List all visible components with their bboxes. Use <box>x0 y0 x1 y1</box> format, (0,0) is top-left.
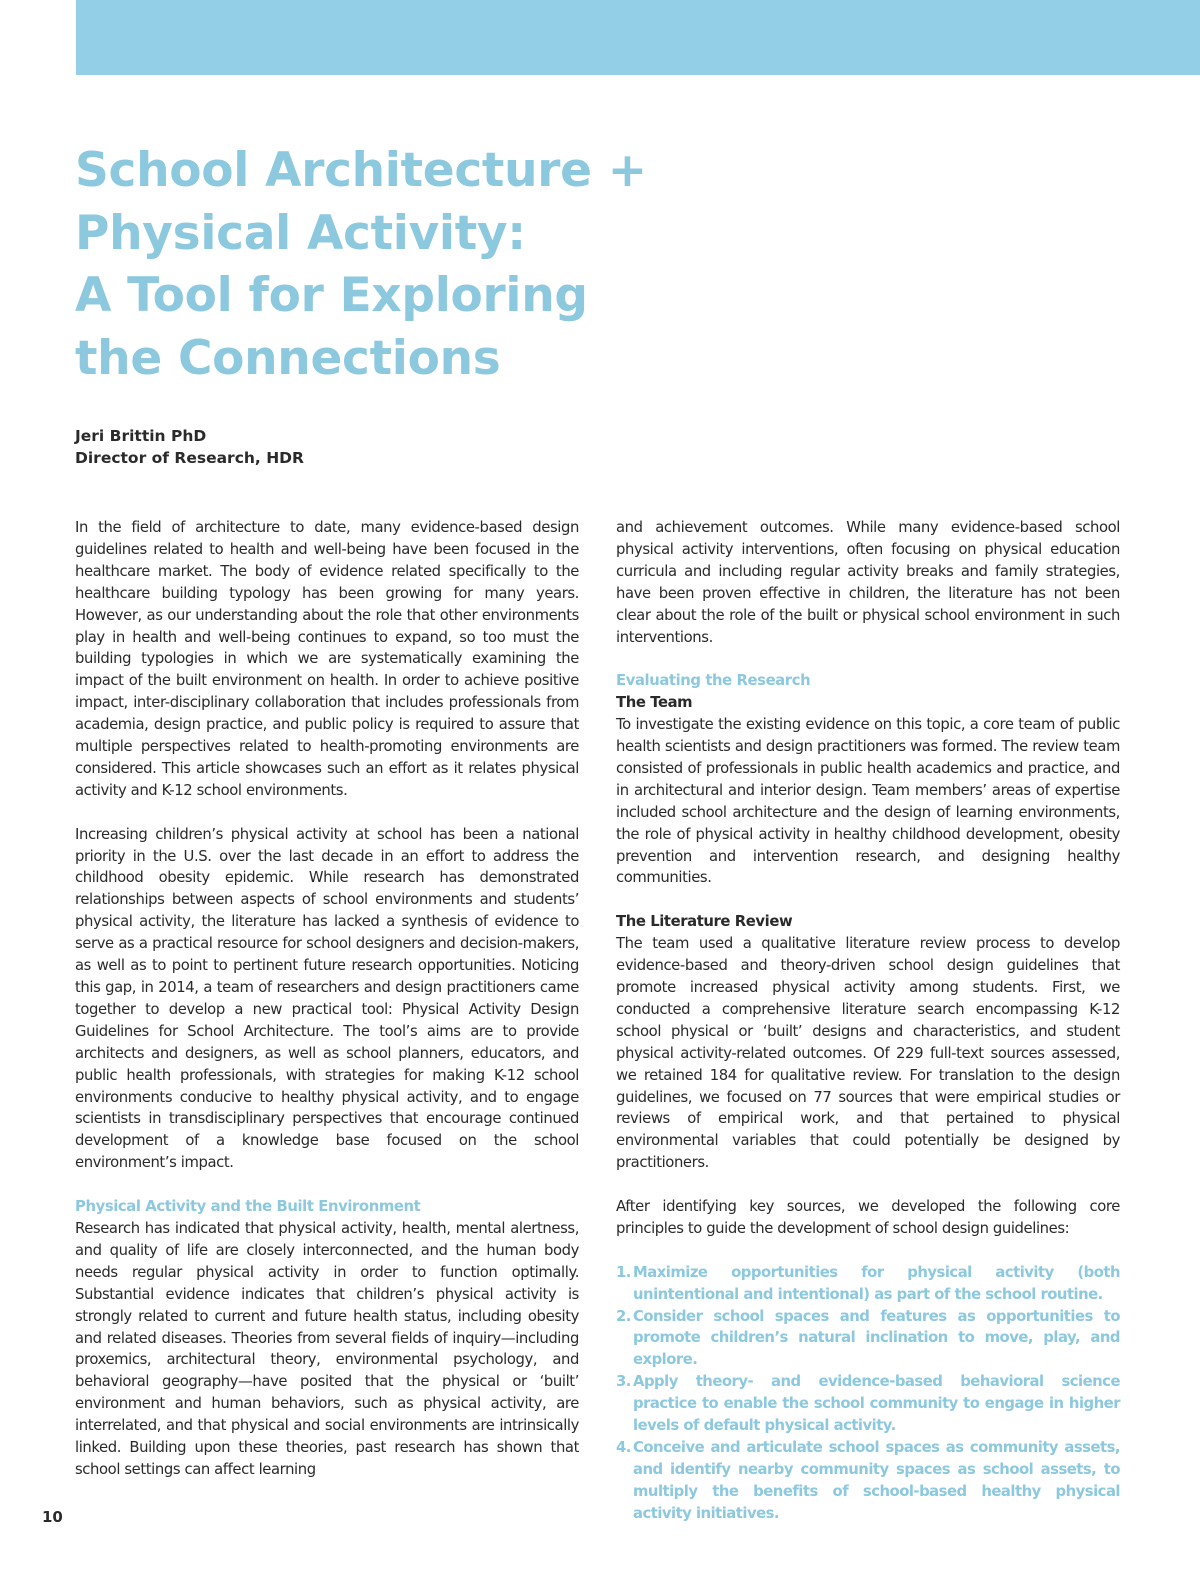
header-color-band <box>76 0 1200 75</box>
title-line: the Connections <box>75 330 501 386</box>
right-column <box>616 517 1120 1525</box>
list-text: Maximize opportunities for physical activity (both unintentional and intentional) as part of the school routine. <box>633 1263 1120 1303</box>
list-text: Conceive and articulate school spaces as community assets, and identify nearby community spaces as school assets, to multiply the benefits of school-based healthy physical activity initiatives. <box>633 1439 1120 1522</box>
page-number: 10 <box>42 1508 63 1526</box>
list-number: 2. <box>616 1307 631 1325</box>
title-line: School Architecture + <box>75 143 647 198</box>
subsection-heading: The Team <box>616 694 693 712</box>
body-paragraph: The team used a qualitative literature review process to develop evidence-based and theory-driven school design guidelines that promote increased physical activity among students. First, we conducted a comprehensive literature search encompassing K-12 school physical or ‘built’ designs and characteristics, and student physical activity-related outcomes. Of 229 full-text sources assessed, we retained 184 for qualitative review. For translation to the design guidelines, we focused on 77 sources that were empirical studies or reviews of empirical work, and that pertained to physical environmental variables that could potentially be designed by practitioners. <box>616 935 1120 1172</box>
section-heading: Evaluating the Research <box>616 672 811 690</box>
list-number: 4. <box>616 1439 631 1456</box>
list-item <box>616 1371 1120 1437</box>
list-text: Consider school spaces and features as opportunities to promote children’s natural inclination to move, play, and explore. <box>633 1307 1120 1369</box>
body-paragraph: and achievement outcomes. While many evidence-based school physical activity interventions, often focusing on physical education curricula and including regular activity breaks and family strategies, have been proven effective in children, the literature has not been clear about the role of the built or physical school environment in such interventions. <box>616 519 1120 646</box>
body-paragraph: After identifying key sources, we developed the following core principles to guide the development of school design guidelines: <box>616 1198 1120 1237</box>
author-byline <box>75 425 304 469</box>
list-item <box>616 1437 1120 1525</box>
author-role: Director of Research, HDR <box>75 449 304 467</box>
list-item <box>616 1306 1120 1372</box>
list-number: 1. <box>616 1263 631 1281</box>
title-line: A Tool for Exploring <box>75 268 588 323</box>
body-paragraph: In the field of architecture to date, many evidence-based design guidelines related to health and well-being have been focused in the healthcare market. The body of evidence related specifically to the healthcare building typology has been growing for many years. However, as our understanding about the role that other environments play in health and well-being continues to expand, so too must the building typologies in which we are systematically examining the impact of the built environment on health. In order to achieve positive impact, inter-disciplinary collaboration that includes professionals from academia, design practice, and public policy is required to assure that multiple perspectives related to health-promoting environments are considered. This article showcases such an effort as it relates physical activity and K-12 school environments. <box>75 519 579 799</box>
principles-list <box>616 1262 1120 1525</box>
left-column <box>75 517 579 1481</box>
list-item <box>616 1262 1120 1306</box>
article-title <box>75 140 647 390</box>
subsection-heading: The Literature Review <box>616 913 793 931</box>
list-number: 3. <box>616 1373 631 1391</box>
section-heading: Physical Activity and the Built Environment <box>75 1198 421 1216</box>
body-paragraph: Increasing children’s physical activity at school has been a national priority in the U.S. over the last decade in an effort to address the childhood obesity epidemic. While research has demonstrated relationships between aspects of school environments and students’ physical activity, the literature has lacked a synthesis of evidence to serve as a practical resource for school designers and decision-makers, as well as to point to pertinent future research opportunities. Noticing this gap, in 2014, a team of researchers and design practitioners came together to develop a new practical tool: Physical Activity Design Guidelines for School Architecture. The tool’s aims are to provide architects and designers, as well as school planners, educators, and public health professionals, with strategies for making K-12 school environments conducive to healthy physical activity, and to engage scientists in transdisciplinary perspectives that encourage continued development of a knowledge base focused on the school environment’s impact. <box>75 825 579 1172</box>
author-name: Jeri Brittin PhD <box>75 427 207 445</box>
title-line: Physical Activity: <box>75 205 526 261</box>
body-paragraph: To investigate the existing evidence on this topic, a core team of public health scientists and design practitioners was formed. The review team consisted of professionals in public health academics and practice, and in architectural and interior design. Team members’ areas of expertise included school architecture and the design of learning environments, the role of physical activity in healthy childhood development, obesity prevention and intervention research, and designing healthy communities. <box>616 716 1120 887</box>
body-paragraph: Research has indicated that physical activity, health, mental alertness, and quality of life are closely interconnected, and the human body needs regular physical activity in order to function optimally. Substantial evidence indicates that children’s physical activity is strongly related to current and future health status, including obesity and related diseases. Theories from several fields of inquiry—including proxemics, architectural theory, environmental psychology, and behavioral geography—have posited that the physical or ‘built’ environment and human behaviors, such as physical activity, are interrelated, and that physical and social environments are intrinsically linked. Building upon these theories, past research has shown that school settings can affect learning <box>75 1219 579 1478</box>
list-text: Apply theory- and evidence-based behavioral science practice to enable the school community to engage in higher levels of default physical activity. <box>633 1373 1120 1435</box>
